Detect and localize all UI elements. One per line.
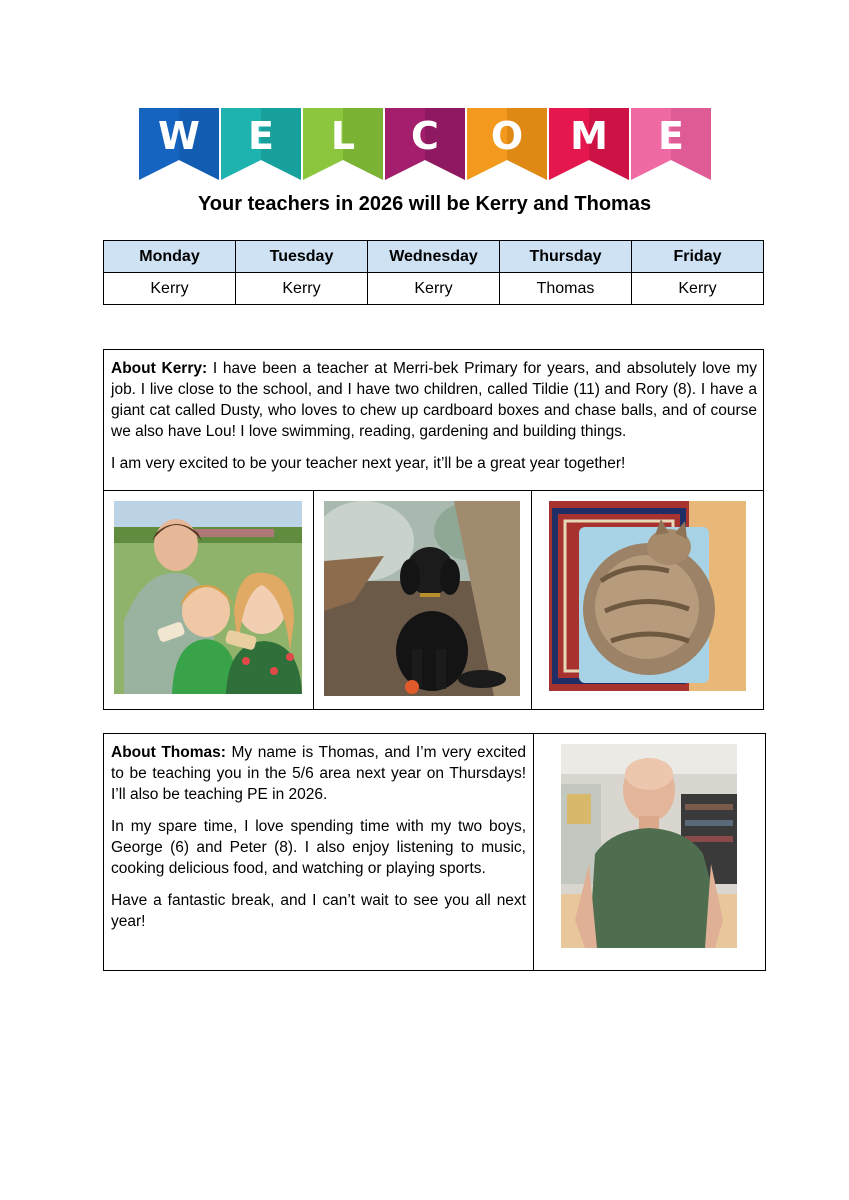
banner-letter: W	[158, 114, 200, 158]
about-thomas-heading: About Thomas:	[111, 744, 226, 761]
day-header: Thursday	[500, 241, 632, 273]
about-kerry-para-1	[111, 358, 757, 442]
page-title: Your teachers in 2026 will be Kerry and Thomas	[197, 193, 652, 215]
banner-flag-6	[549, 108, 629, 180]
about-thomas-para-2: In my spare time, I love spending time with my two boys, George (6) and Peter (8). I also enjoy listening to music, cooking delicious food, and watching or playing sports.	[111, 818, 526, 877]
day-header: Monday	[104, 241, 236, 273]
welcome-banner	[139, 108, 713, 180]
teacher-cell: Kerry	[104, 273, 236, 305]
about-kerry-box	[103, 349, 764, 710]
banner-letter: L	[330, 114, 356, 158]
about-kerry-text	[111, 358, 757, 485]
banner-letter: C	[411, 114, 439, 158]
about-thomas-text	[111, 742, 526, 943]
photo-cell-cat	[532, 491, 763, 710]
day-header: Friday	[632, 241, 764, 273]
banner-flag-1	[139, 108, 219, 180]
teacher-cell: Kerry	[368, 273, 500, 305]
about-thomas-body: My name is Thomas, and I’m very excited to be teaching you in the 5/6 area next year on Thursdays! I’ll also be teaching PE in 2026.	[111, 744, 527, 803]
banner-letter: E	[248, 114, 274, 158]
banner-letter: O	[490, 114, 524, 158]
kerry-photo-row	[104, 490, 763, 710]
banner-flag-5	[467, 108, 547, 180]
banner-flag-2	[221, 108, 301, 180]
thomas-box-divider	[533, 734, 534, 970]
banner-flag-7	[631, 108, 711, 180]
schedule-header-row	[104, 241, 764, 273]
about-kerry-heading: About Kerry:	[111, 360, 208, 377]
about-thomas-para-3: Have a fantastic break, and I can’t wait to see you all next year!	[111, 892, 526, 930]
photo-cell-dog	[313, 491, 532, 710]
dog-photo	[324, 501, 520, 696]
about-kerry-para-2: I am very excited to be your teacher next year, it’ll be a great year together!	[111, 455, 626, 472]
photo-cell-family	[104, 491, 314, 710]
day-header: Wednesday	[368, 241, 500, 273]
banner-flag-4	[385, 108, 465, 180]
teacher-cell: Thomas	[500, 273, 632, 305]
teacher-cell: Kerry	[632, 273, 764, 305]
about-thomas-para-1	[111, 742, 526, 805]
cat-photo	[549, 501, 746, 691]
thomas-photo	[561, 744, 737, 948]
banner-letter: M	[570, 114, 608, 158]
banner-flag-3	[303, 108, 383, 180]
schedule-table	[103, 240, 764, 305]
banner-letter: E	[658, 114, 684, 158]
about-kerry-body: I have been a teacher at Merri-bek Primary for years, and absolutely love my job. I live close to the school, and I have two children, called Tildie (11) and Rory (8). I have a giant cat called Dusty, who loves to chew up cardboard boxes and chase balls, and of course we also have Lou! I love swimming, reading, gardening and building things.	[111, 360, 757, 440]
about-thomas-box	[103, 733, 766, 971]
teacher-cell: Kerry	[236, 273, 368, 305]
family-photo	[114, 501, 302, 694]
day-header: Tuesday	[236, 241, 368, 273]
schedule-teacher-row	[104, 273, 764, 305]
